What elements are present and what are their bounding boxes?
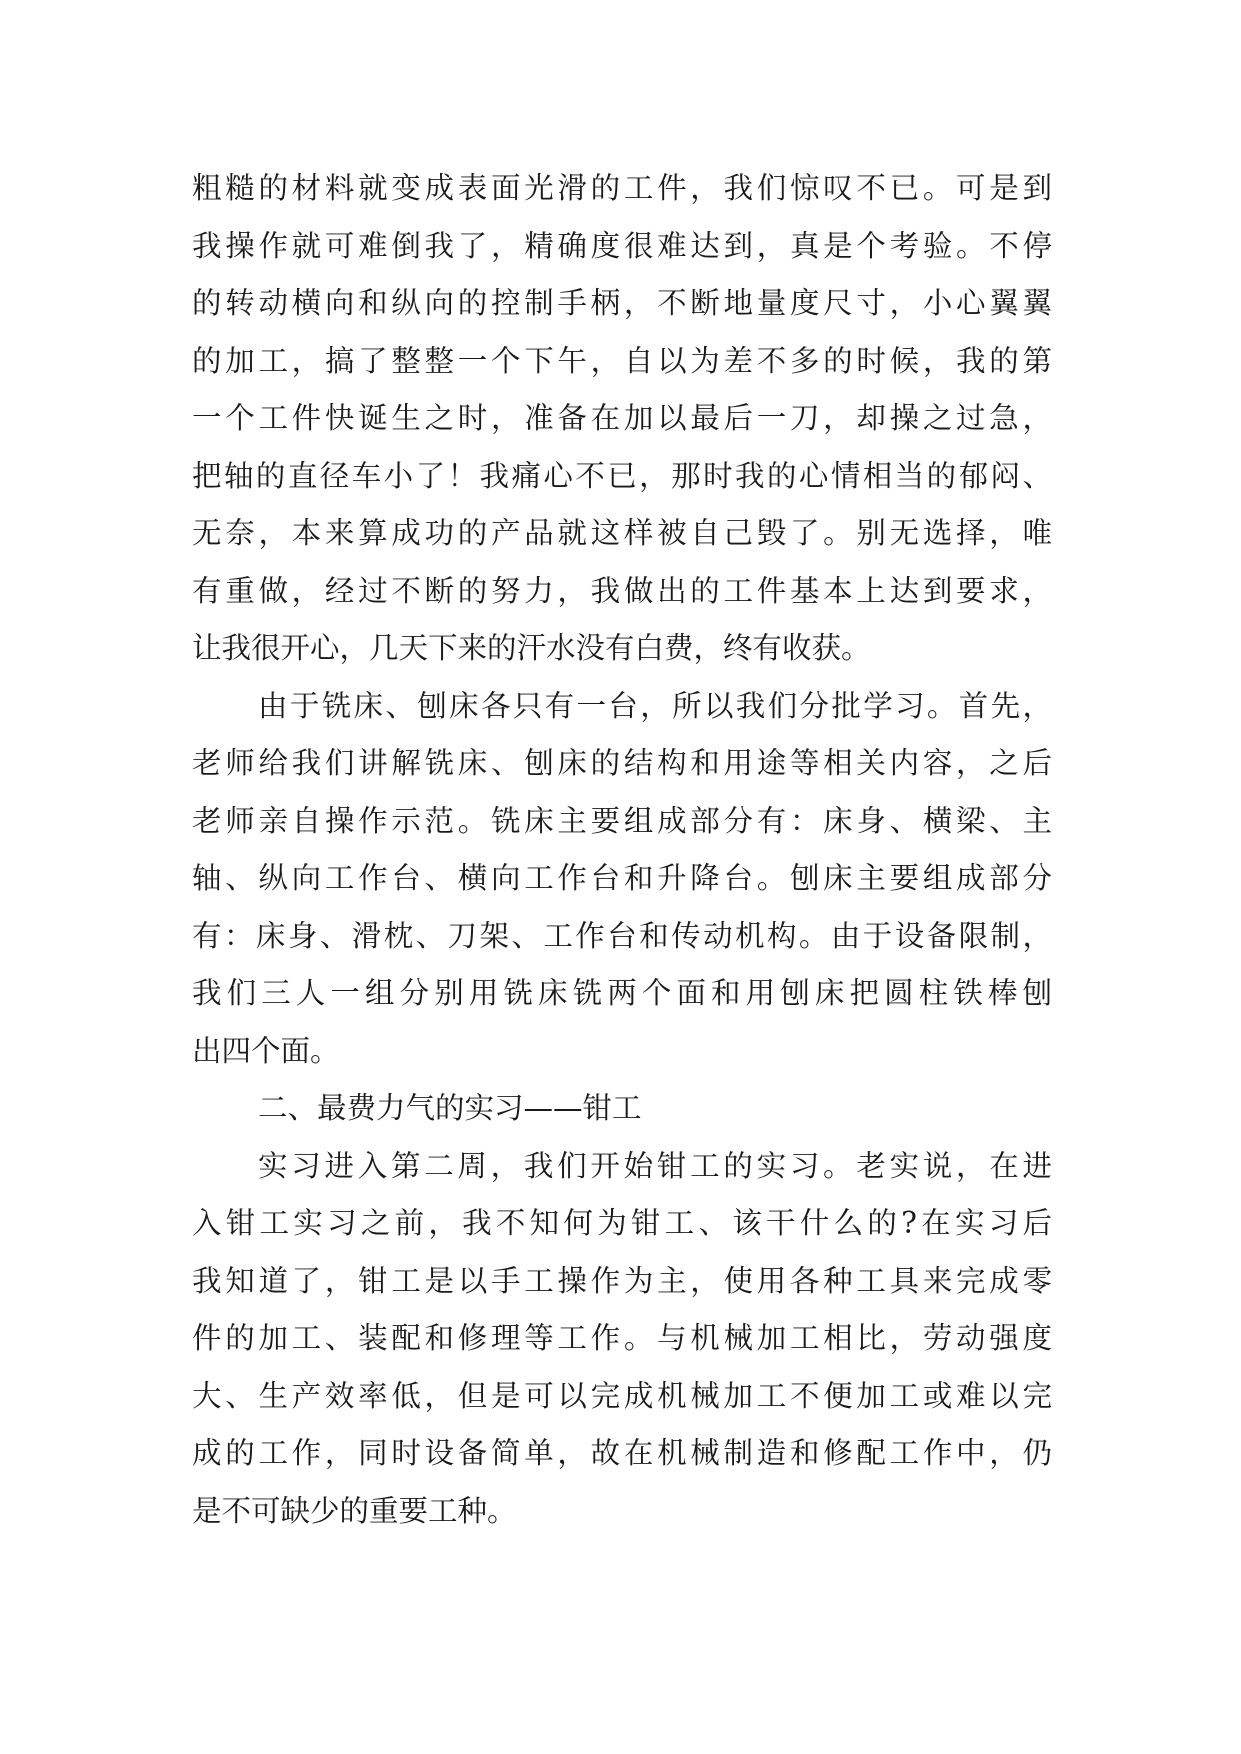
text-line-18: 实习进入第二周，我们开始钳工的实习。老实说，在进 xyxy=(258,1148,1052,1183)
text-line-20: 我知道了，钳工是以手工操作为主，使用各种工具来完成零 xyxy=(192,1263,1052,1298)
text-line-16: 出四个面。 xyxy=(192,1033,340,1068)
text-line-19: 入钳工实习之前，我不知何为钳工、该干什么的?在实习后 xyxy=(192,1206,1052,1240)
text-line-5: 一个工件快诞生之时，准备在加以最后一刀，却操之过急， xyxy=(192,401,1052,435)
text-line-23: 成的工作，同时设备简单，故在机械制造和修配工作中，仍 xyxy=(192,1436,1052,1470)
text-line-14: 有：床身、滑枕、刀架、工作台和传动机构。由于设备限制， xyxy=(192,918,1052,953)
text-line-15: 我们三人一组分别用铣床铣两个面和用刨床把圆柱铁棒刨 xyxy=(192,976,1052,1010)
text-line-8: 有重做，经过不断的努力，我做出的工件基本上达到要求， xyxy=(192,573,1052,608)
text-line-2: 我操作就可难倒我了，精确度很难达到，真是个考验。不停 xyxy=(192,228,1052,263)
text-line-1: 粗糙的材料就变成表面光滑的工件，我们惊叹不已。可是到 xyxy=(192,171,1052,205)
text-line-22: 大、生产效率低，但是可以完成机械加工不便加工或难以完 xyxy=(192,1378,1052,1413)
text-line-11: 老师给我们讲解铣床、刨床的结构和用途等相关内容，之后 xyxy=(192,746,1052,780)
text-line-21: 件的加工、装配和修理等工作。与机械加工相比，劳动强度 xyxy=(192,1321,1052,1355)
text-line-4: 的加工，搞了整整一个下午，自以为差不多的时候，我的第 xyxy=(192,343,1052,378)
text-line-12: 老师亲自操作示范。铣床主要组成部分有：床身、横梁、主 xyxy=(192,803,1052,838)
section-heading: 二、最费力气的实习——钳工 xyxy=(258,1091,642,1125)
text-line-7: 无奈，本来算成功的产品就这样被自己毁了。别无选择，唯 xyxy=(192,516,1052,550)
body-text xyxy=(192,160,1052,1540)
text-line-24: 是不可缺少的重要工种。 xyxy=(192,1493,517,1528)
text-line-10: 由于铣床、刨床各只有一台，所以我们分批学习。首先， xyxy=(258,688,1052,723)
text-line-3: 的转动横向和纵向的控制手柄，不断地量度尺寸，小心翼翼 xyxy=(192,286,1052,320)
text-line-13: 轴、纵向工作台、横向工作台和升降台。刨床主要组成部分 xyxy=(192,861,1052,895)
text-line-9: 让我很开心，几天下来的汗水没有白费，终有收获。 xyxy=(192,631,871,665)
text-line-6: 把轴的直径车小了！我痛心不已，那时我的心情相当的郁闷、 xyxy=(192,458,1052,493)
